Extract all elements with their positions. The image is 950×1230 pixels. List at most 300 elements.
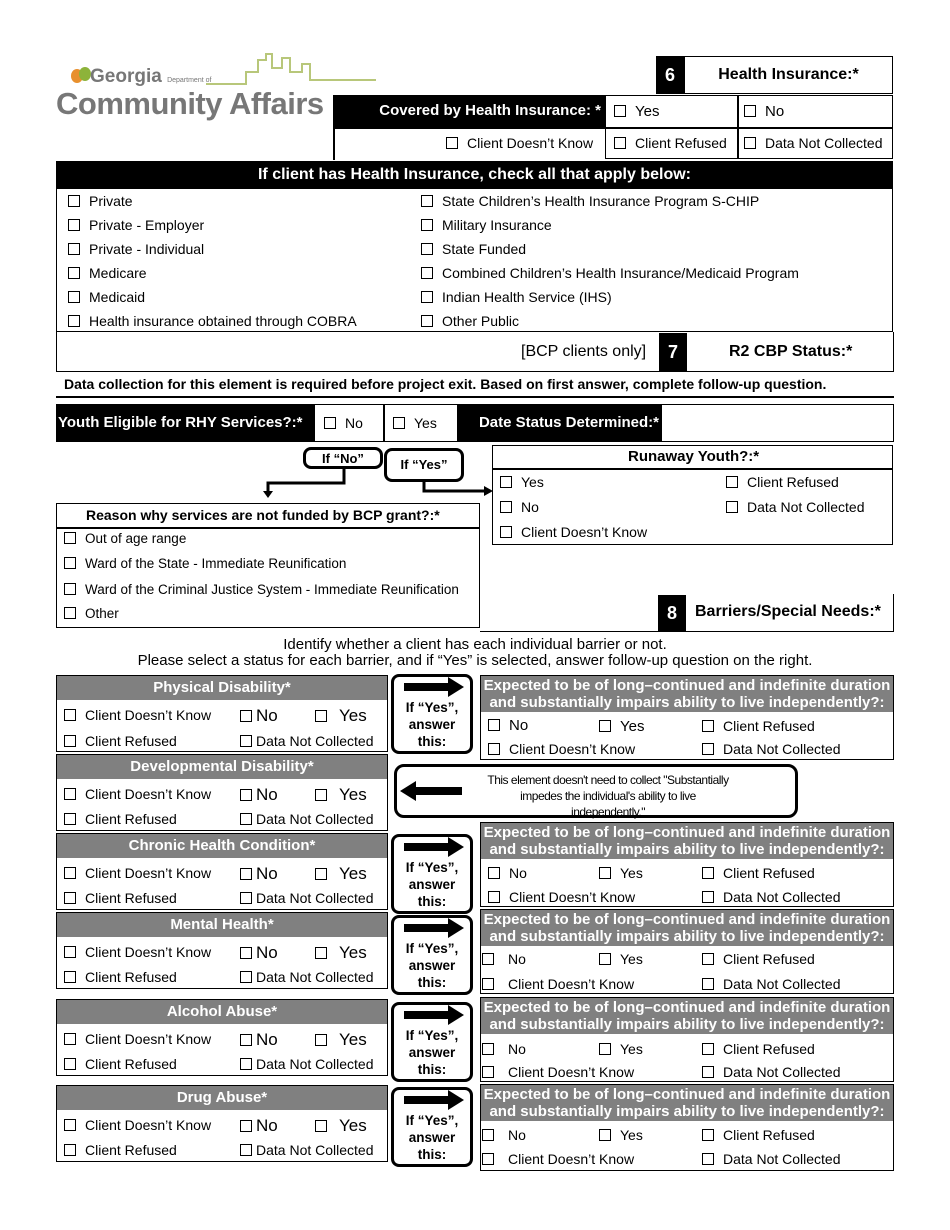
barrier-title xyxy=(57,755,387,779)
section-7-instructions: Data collection for this element is required before project exit. Based on first answer, complete follow-up question. xyxy=(64,376,827,392)
followup-refused-option[interactable] xyxy=(702,865,815,881)
barrier-dk-label: Client Doesn’t Know xyxy=(85,1031,212,1047)
followup-checkbox[interactable] xyxy=(488,867,500,879)
runaway-dnc[interactable] xyxy=(726,499,865,515)
followup-yes-label: Yes xyxy=(620,1041,643,1057)
barrier-no-option[interactable] xyxy=(240,785,278,805)
followup-refused-option[interactable] xyxy=(702,1041,815,1057)
runaway-youth-title: Runaway Youth?:* xyxy=(628,448,760,465)
runaway-refused-label: Client Refused xyxy=(747,474,839,490)
runaway-title-underline xyxy=(492,468,893,470)
section-8-number: 8 xyxy=(658,595,686,631)
reason-ward-state[interactable] xyxy=(64,556,346,571)
connector-arrows xyxy=(260,465,500,505)
hi-no-option[interactable] xyxy=(744,103,784,120)
hi-type-label: Indian Health Service (IHS) xyxy=(442,289,612,305)
hi-type-label: Health insurance obtained through COBRA xyxy=(89,313,357,329)
followup-dnc-option[interactable] xyxy=(702,741,841,757)
barrier-checkbox[interactable] xyxy=(315,710,327,722)
runaway-no-checkbox[interactable] xyxy=(500,501,512,513)
barrier-checkbox[interactable] xyxy=(240,971,252,983)
followup-dnc-option[interactable] xyxy=(702,889,841,905)
hi-type-medicare[interactable] xyxy=(68,265,147,281)
followup-yes-option[interactable] xyxy=(599,1041,643,1057)
health-insurance-question-text: Covered by Health Insurance: * xyxy=(379,102,601,119)
barrier-dnc-label: Data Not Collected xyxy=(256,733,374,749)
barrier-no-option[interactable] xyxy=(240,864,278,884)
hi-type-state-funded[interactable] xyxy=(421,241,526,257)
youth-eligible-no[interactable] xyxy=(324,415,363,431)
reason-checkbox[interactable] xyxy=(64,583,76,595)
followup-dk-label: Client Doesn’t Know xyxy=(508,1151,635,1167)
section-6-title xyxy=(684,56,893,94)
hi-no-checkbox[interactable] xyxy=(744,105,756,117)
barrier-refused-label: Client Refused xyxy=(85,1142,177,1158)
youth-yes-label: Yes xyxy=(414,415,437,431)
hi-dnc-checkbox[interactable] xyxy=(744,137,756,149)
barrier-checkbox[interactable] xyxy=(315,1034,327,1046)
hi-yes-label: Yes xyxy=(635,103,660,120)
followup-yes-option[interactable] xyxy=(599,718,644,735)
runaway-dnc-checkbox[interactable] xyxy=(726,501,738,513)
section-6-title-text: Health Insurance:* xyxy=(718,66,859,83)
followup-title-text: Expected to be of long–continued and indefinite duration and substantially impairs ability to live independently?: xyxy=(483,999,891,1033)
barrier-dk-option[interactable] xyxy=(64,944,211,960)
followup-refused-label: Client Refused xyxy=(723,718,815,734)
barrier-dk-option[interactable] xyxy=(64,1031,211,1047)
hi-type-checkbox[interactable] xyxy=(421,195,433,207)
runaway-yes-checkbox[interactable] xyxy=(500,476,512,488)
barrier-refused-option[interactable] xyxy=(64,1056,177,1072)
barrier-dnc-option[interactable] xyxy=(240,890,374,906)
reason-other[interactable] xyxy=(64,606,119,621)
barrier-dk-label: Client Doesn’t Know xyxy=(85,944,212,960)
leaf-icon xyxy=(70,66,92,84)
barrier-yes-option[interactable] xyxy=(315,943,367,963)
if-yes-answer-text: If “Yes”, answer this: xyxy=(405,860,459,909)
barrier-dk-option[interactable] xyxy=(64,865,211,881)
barrier-dk-option[interactable] xyxy=(64,1117,211,1133)
barrier-checkbox[interactable] xyxy=(64,788,76,800)
hi-type-checkbox[interactable] xyxy=(68,195,80,207)
hi-refused-label: Client Refused xyxy=(635,135,727,151)
barrier-checkbox[interactable] xyxy=(64,1119,76,1131)
hi-type-medicaid[interactable] xyxy=(68,289,145,305)
barrier-yes-label: Yes xyxy=(339,943,367,962)
barrier-dk-label: Client Doesn’t Know xyxy=(85,1117,212,1133)
barrier-yes-label: Yes xyxy=(339,864,367,883)
barrier-dnc-label: Data Not Collected xyxy=(256,890,374,906)
if-yes-text: If “Yes” xyxy=(400,457,448,472)
followup-checkbox[interactable] xyxy=(702,891,714,903)
barrier-checkbox[interactable] xyxy=(315,947,327,959)
youth-eligible-divider xyxy=(383,404,385,442)
if-yes-answer-text: If “Yes”, answer this: xyxy=(405,1113,459,1162)
barrier-yes-option[interactable] xyxy=(315,864,367,884)
hi-dnc-option[interactable] xyxy=(744,135,883,151)
barrier-checkbox[interactable] xyxy=(240,1034,252,1046)
hi-type-label: State Children’s Health Insurance Program S-CHIP xyxy=(442,193,760,209)
followup-checkbox[interactable] xyxy=(482,1129,494,1141)
barrier-refused-option[interactable] xyxy=(64,733,177,749)
barrier-checkbox[interactable] xyxy=(64,709,76,721)
youth-no-label: No xyxy=(345,415,363,431)
agency-logo xyxy=(56,48,328,128)
reason-title: Reason why services are not funded by BCP grant?:* xyxy=(86,507,440,523)
barrier-dnc-label: Data Not Collected xyxy=(256,969,374,985)
followup-checkbox[interactable] xyxy=(599,867,611,879)
dev-note-text: This element doesn't need to collect "Substantially impedes the individual's ability to live independently." xyxy=(487,773,729,819)
hi-type-checkbox[interactable] xyxy=(68,219,80,231)
barrier-refused-option[interactable] xyxy=(64,969,177,985)
hi-dnc-label: Data Not Collected xyxy=(765,135,883,151)
followup-checkbox[interactable] xyxy=(702,867,714,879)
barrier-dk-option[interactable] xyxy=(64,786,211,802)
hi-type-checkbox[interactable] xyxy=(421,243,433,255)
barrier-checkbox[interactable] xyxy=(240,813,252,825)
barrier-yes-option[interactable] xyxy=(315,1116,367,1136)
followup-no-option[interactable] xyxy=(482,1041,526,1057)
barrier-refused-option[interactable] xyxy=(64,890,177,906)
barrier-checkbox[interactable] xyxy=(315,789,327,801)
skyline-graphic xyxy=(206,50,376,86)
hi-type-private[interactable] xyxy=(68,193,133,209)
followup-no-label: No xyxy=(509,865,527,881)
hi-types-box xyxy=(56,189,893,332)
barrier-title xyxy=(57,913,387,937)
followup-yes-option[interactable] xyxy=(599,865,643,881)
barrier-no-option[interactable] xyxy=(240,1030,278,1050)
barrier-dnc-label: Data Not Collected xyxy=(256,1142,374,1158)
hi-type-checkbox[interactable] xyxy=(68,267,80,279)
followup-dnc-option[interactable] xyxy=(702,1151,841,1167)
barrier-no-label: No xyxy=(256,1030,278,1049)
barrier-dnc-option[interactable] xyxy=(240,1056,374,1072)
barrier-checkbox[interactable] xyxy=(240,1120,252,1132)
followup-checkbox[interactable] xyxy=(488,719,500,731)
followup-refused-option[interactable] xyxy=(702,1127,815,1143)
reason-out-of-age[interactable] xyxy=(64,531,186,546)
followup-no-option[interactable] xyxy=(482,951,526,967)
followup-no-option[interactable] xyxy=(488,865,527,881)
hi-type-label: Medicare xyxy=(89,265,147,281)
barrier-refused-label: Client Refused xyxy=(85,1056,177,1072)
hi-type-checkbox[interactable] xyxy=(421,219,433,231)
hi-dk-label: Client Doesn’t Know xyxy=(467,135,594,151)
followup-title xyxy=(481,823,893,859)
logo-agency: Community Affairs xyxy=(56,86,324,121)
hi-type-checkbox[interactable] xyxy=(68,243,80,255)
hi-yes-option[interactable] xyxy=(614,103,659,120)
followup-checkbox[interactable] xyxy=(702,978,714,990)
runaway-yes[interactable] xyxy=(500,474,544,490)
reason-ward-justice[interactable] xyxy=(64,582,459,597)
youth-eligible-question-text: Youth Eligible for RHY Services?:* xyxy=(58,414,303,431)
followup-no-label: No xyxy=(509,717,529,734)
followup-yes-option[interactable] xyxy=(599,951,643,967)
barrier-checkbox[interactable] xyxy=(64,1144,76,1156)
followup-checkbox[interactable] xyxy=(599,1043,611,1055)
followup-checkbox[interactable] xyxy=(702,1129,714,1141)
followup-refused-option[interactable] xyxy=(702,951,815,967)
right-arrow-icon xyxy=(404,1005,466,1025)
hi-type-label: Private xyxy=(89,193,133,209)
hi-type-checkbox[interactable] xyxy=(421,267,433,279)
hi-type-checkbox[interactable] xyxy=(421,291,433,303)
section-8-intro-1: Identify whether a client has each individual barrier or not. xyxy=(283,636,667,653)
followup-dnc-option[interactable] xyxy=(702,976,841,992)
followup-refused-label: Client Refused xyxy=(723,865,815,881)
followup-yes-label: Yes xyxy=(620,865,643,881)
followup-title-text: Expected to be of long–continued and indefinite duration and substantially impairs ability to live independently?: xyxy=(483,911,891,945)
followup-refused-option[interactable] xyxy=(702,718,815,734)
barrier-dnc-option[interactable] xyxy=(240,811,374,827)
reason-label: Out of age range xyxy=(85,531,187,546)
barrier-checkbox[interactable] xyxy=(240,1058,252,1070)
followup-checkbox[interactable] xyxy=(702,1153,714,1165)
followup-checkbox[interactable] xyxy=(482,978,494,990)
health-insurance-question xyxy=(333,95,605,127)
bcp-note: [BCP clients only] xyxy=(521,343,647,360)
barrier-checkbox[interactable] xyxy=(240,947,252,959)
reason-label: Ward of the State - Immediate Reunification xyxy=(85,556,347,571)
hi-type-other-public[interactable] xyxy=(421,313,519,329)
followup-yes-label: Yes xyxy=(620,1127,643,1143)
barrier-yes-option[interactable] xyxy=(315,1030,367,1050)
barrier-title-text: Drug Abuse* xyxy=(176,1089,268,1106)
followup-refused-label: Client Refused xyxy=(723,951,815,967)
runaway-dk-label: Client Doesn’t Know xyxy=(521,524,648,540)
followup-dk-option[interactable] xyxy=(482,1151,634,1167)
hi-left-border xyxy=(333,127,335,160)
right-arrow-icon xyxy=(404,837,466,857)
barrier-dnc-label: Data Not Collected xyxy=(256,811,374,827)
barrier-checkbox[interactable] xyxy=(315,868,327,880)
barrier-checkbox[interactable] xyxy=(64,735,76,747)
followup-checkbox[interactable] xyxy=(599,953,611,965)
logo-dept: Department of xyxy=(167,77,212,84)
barrier-yes-label: Yes xyxy=(339,785,367,804)
followup-title xyxy=(481,676,893,712)
followup-dnc-option[interactable] xyxy=(702,1064,841,1080)
hi-type-label: State Funded xyxy=(442,241,527,257)
followup-dk-option[interactable] xyxy=(488,889,635,905)
youth-eligible-question xyxy=(56,404,314,442)
followup-dk-label: Client Doesn’t Know xyxy=(508,976,635,992)
section-6-number: 6 xyxy=(656,56,684,94)
followup-checkbox[interactable] xyxy=(702,720,714,732)
hi-dk-checkbox[interactable] xyxy=(446,137,458,149)
barrier-checkbox[interactable] xyxy=(64,1033,76,1045)
right-arrow-icon xyxy=(404,918,466,938)
if-no-text: If “No” xyxy=(322,451,364,466)
reason-label: Ward of the Criminal Justice System - Immediate Reunification xyxy=(85,582,459,597)
followup-checkbox[interactable] xyxy=(702,1066,714,1078)
date-status-question xyxy=(458,404,661,442)
hi-type-checkbox[interactable] xyxy=(68,291,80,303)
barrier-checkbox[interactable] xyxy=(240,1144,252,1156)
followup-dnc-label: Data Not Collected xyxy=(723,1151,841,1167)
hi-type-cobra[interactable] xyxy=(68,313,357,329)
barrier-no-option[interactable] xyxy=(240,943,278,963)
barrier-refused-label: Client Refused xyxy=(85,890,177,906)
barrier-title-text: Physical Disability* xyxy=(153,679,291,696)
hi-type-ihs[interactable] xyxy=(421,289,612,305)
runaway-refused-checkbox[interactable] xyxy=(726,476,738,488)
hi-refused-checkbox[interactable] xyxy=(614,137,626,149)
hi-type-private-employer[interactable] xyxy=(68,217,204,233)
hi-type-checkbox[interactable] xyxy=(421,315,433,327)
followup-checkbox[interactable] xyxy=(599,720,611,732)
followup-dk-option[interactable] xyxy=(482,976,634,992)
followup-title xyxy=(481,998,893,1034)
hi-type-label: Combined Children’s Health Insurance/Medicaid Program xyxy=(442,265,799,281)
reason-checkbox[interactable] xyxy=(64,607,76,619)
hi-yes-checkbox[interactable] xyxy=(614,105,626,117)
followup-dnc-label: Data Not Collected xyxy=(723,976,841,992)
hi-types-header-text: If client has Health Insurance, check all that apply below: xyxy=(257,166,691,183)
barrier-yes-label: Yes xyxy=(339,706,367,725)
followup-no-label: No xyxy=(508,1127,526,1143)
barrier-dnc-option[interactable] xyxy=(240,969,374,985)
hi-no-label: No xyxy=(765,103,785,120)
hi-type-checkbox[interactable] xyxy=(68,315,80,327)
runaway-dk-checkbox[interactable] xyxy=(500,526,512,538)
followup-yes-option[interactable] xyxy=(599,1127,643,1143)
followup-dk-label: Client Doesn’t Know xyxy=(509,889,636,905)
followup-title-text: Expected to be of long–continued and indefinite duration and substantially impairs ability to live independently?: xyxy=(483,824,891,858)
followup-checkbox[interactable] xyxy=(702,743,714,755)
barrier-yes-option[interactable] xyxy=(315,706,367,726)
followup-dk-label: Client Doesn’t Know xyxy=(508,1064,635,1080)
followup-title-text: Expected to be of long–continued and indefinite duration and substantially impairs ability to live independently?: xyxy=(483,1086,891,1120)
section-8-title: Barriers/Special Needs:* xyxy=(695,603,881,620)
runaway-no[interactable] xyxy=(500,499,539,515)
barrier-refused-option[interactable] xyxy=(64,811,177,827)
followup-yes-label: Yes xyxy=(620,718,645,735)
if-yes-answer-text: If “Yes”, answer this: xyxy=(405,1028,459,1077)
hi-type-schip[interactable] xyxy=(421,193,759,209)
followup-checkbox[interactable] xyxy=(482,1043,494,1055)
followup-title-text: Expected to be of long–continued and indefinite duration and substantially impairs ability to live independently?: xyxy=(483,677,891,711)
if-yes-answer-text: If “Yes”, answer this: xyxy=(405,941,459,990)
barrier-checkbox[interactable] xyxy=(64,892,76,904)
hi-type-military[interactable] xyxy=(421,217,552,233)
runaway-yes-label: Yes xyxy=(521,474,544,490)
followup-dk-option[interactable] xyxy=(482,1064,634,1080)
barrier-title-text: Chronic Health Condition* xyxy=(128,837,316,854)
barrier-yes-label: Yes xyxy=(339,1116,367,1135)
barrier-checkbox[interactable] xyxy=(64,1058,76,1070)
barrier-checkbox[interactable] xyxy=(64,867,76,879)
followup-checkbox[interactable] xyxy=(702,1043,714,1055)
barrier-title xyxy=(57,1000,387,1024)
date-status-input[interactable] xyxy=(661,404,894,442)
barrier-no-label: No xyxy=(256,943,278,962)
followup-checkbox[interactable] xyxy=(482,1066,494,1078)
reason-checkbox[interactable] xyxy=(64,557,76,569)
right-arrow-icon xyxy=(404,677,466,697)
barrier-yes-option[interactable] xyxy=(315,785,367,805)
barrier-checkbox[interactable] xyxy=(240,789,252,801)
runaway-refused[interactable] xyxy=(726,474,839,490)
hi-divider-row xyxy=(333,127,893,129)
barrier-refused-option[interactable] xyxy=(64,1142,177,1158)
followup-checkbox[interactable] xyxy=(488,891,500,903)
barrier-title xyxy=(57,834,387,858)
barrier-refused-label: Client Refused xyxy=(85,811,177,827)
section-8-intro-2: Please select a status for each barrier, and if “Yes” is selected, answer follow-up question on the right. xyxy=(137,652,813,669)
barrier-no-option[interactable] xyxy=(240,1116,278,1136)
barrier-dk-label: Client Doesn’t Know xyxy=(85,865,212,881)
followup-checkbox[interactable] xyxy=(488,743,500,755)
hi-type-combined[interactable] xyxy=(421,265,799,281)
barrier-checkbox[interactable] xyxy=(64,971,76,983)
date-status-question-text: Date Status Determined:* xyxy=(478,414,659,431)
barrier-no-label: No xyxy=(256,706,278,725)
barrier-title xyxy=(57,676,387,700)
barrier-no-label: No xyxy=(256,864,278,883)
barrier-dnc-option[interactable] xyxy=(240,1142,374,1158)
barrier-checkbox[interactable] xyxy=(240,710,252,722)
followup-no-option[interactable] xyxy=(482,1127,526,1143)
barrier-dnc-option[interactable] xyxy=(240,733,374,749)
barrier-checkbox[interactable] xyxy=(315,1120,327,1132)
followup-checkbox[interactable] xyxy=(482,953,494,965)
barrier-checkbox[interactable] xyxy=(64,946,76,958)
followup-checkbox[interactable] xyxy=(702,953,714,965)
followup-checkbox[interactable] xyxy=(599,1129,611,1141)
section-7-separator xyxy=(56,396,894,398)
section-7-title: R2 CBP Status:* xyxy=(729,343,853,360)
followup-checkbox[interactable] xyxy=(482,1153,494,1165)
hi-type-label: Private - Employer xyxy=(89,217,205,233)
barrier-checkbox[interactable] xyxy=(240,868,252,880)
runaway-dk[interactable] xyxy=(500,524,647,540)
barrier-dk-option[interactable] xyxy=(64,707,211,723)
barrier-no-option[interactable] xyxy=(240,706,278,726)
if-yes-answer-text: If “Yes”, answer this: xyxy=(405,700,459,749)
barrier-checkbox[interactable] xyxy=(64,813,76,825)
youth-eligible-yes[interactable] xyxy=(393,415,437,431)
hi-dk-option[interactable] xyxy=(446,135,593,151)
barrier-title xyxy=(57,1086,387,1110)
reason-checkbox[interactable] xyxy=(64,532,76,544)
followup-refused-label: Client Refused xyxy=(723,1127,815,1143)
followup-dnc-label: Data Not Collected xyxy=(723,889,841,905)
followup-no-option[interactable] xyxy=(488,717,528,734)
youth-yes-checkbox[interactable] xyxy=(393,417,405,429)
runaway-no-label: No xyxy=(521,499,539,515)
followup-yes-label: Yes xyxy=(620,951,643,967)
barrier-checkbox[interactable] xyxy=(240,892,252,904)
section-7-number: 7 xyxy=(659,333,687,371)
barrier-refused-label: Client Refused xyxy=(85,969,177,985)
barrier-dk-label: Client Doesn’t Know xyxy=(85,786,212,802)
barrier-refused-label: Client Refused xyxy=(85,733,177,749)
barrier-yes-label: Yes xyxy=(339,1030,367,1049)
barrier-checkbox[interactable] xyxy=(240,735,252,747)
followup-dnc-label: Data Not Collected xyxy=(723,741,841,757)
youth-no-checkbox[interactable] xyxy=(324,417,336,429)
followup-dk-option[interactable] xyxy=(488,741,635,757)
hi-type-private-individual[interactable] xyxy=(68,241,204,257)
hi-type-label: Other Public xyxy=(442,313,520,329)
followup-no-label: No xyxy=(508,1041,526,1057)
followup-no-label: No xyxy=(508,951,526,967)
reason-label: Other xyxy=(85,606,119,621)
hi-refused-option[interactable] xyxy=(614,135,727,151)
